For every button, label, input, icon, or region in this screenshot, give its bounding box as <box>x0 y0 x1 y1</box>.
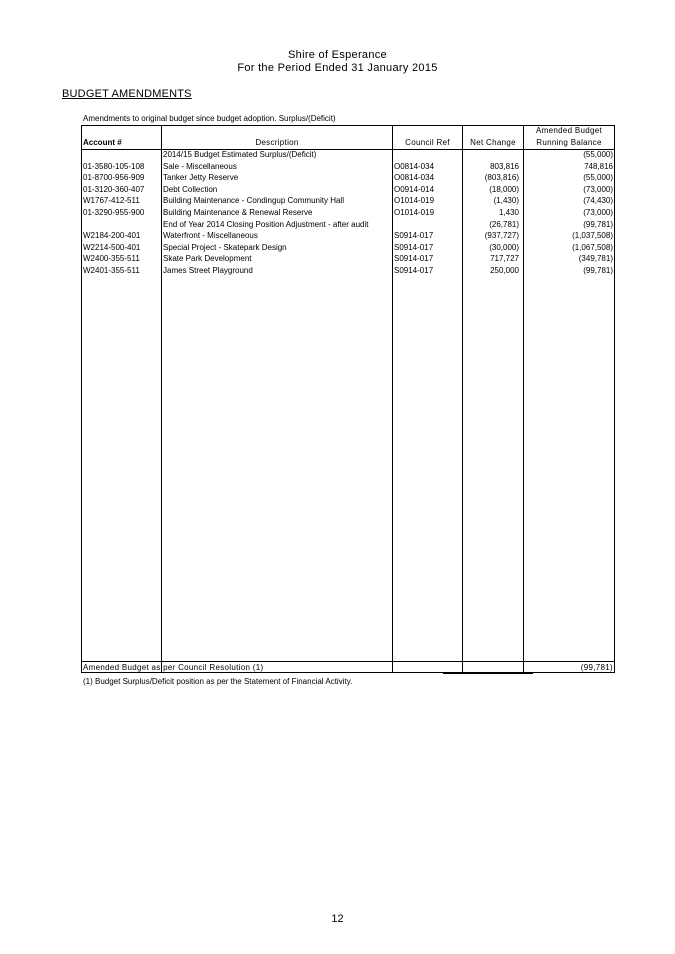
row-net-change: 803,816 <box>490 161 519 171</box>
row-council-ref: S0914-017 <box>394 265 434 275</box>
total-label: Amended Budget as per Council Resolution (1) <box>83 663 264 672</box>
row-description: Building Maintenance - Condingup Community Hall <box>163 196 344 206</box>
row-description: 2014/15 Budget Estimated Surplus/(Deficit) <box>163 150 317 159</box>
row-net-change: 250,000 <box>490 265 519 275</box>
header-account: Account # <box>83 138 122 147</box>
row-description: Skate Park Development <box>163 254 252 264</box>
table-row <box>82 150 614 162</box>
table-row <box>82 208 614 220</box>
row-account: W2214-500-401 <box>83 242 141 252</box>
table-body <box>82 150 614 278</box>
row-description: James Street Playground <box>163 265 253 275</box>
total-double-underline <box>443 673 533 675</box>
row-account: W2184-200-401 <box>83 231 141 241</box>
row-council-ref: S0914-017 <box>394 254 434 264</box>
table-row <box>82 196 614 208</box>
row-account: 01-3290-955-900 <box>83 207 145 217</box>
footnote: (1) Budget Surplus/Deficit position as per the Statement of Financial Activity. <box>83 677 353 686</box>
header-balance-line1: Amended Budget <box>535 126 603 135</box>
row-balance: (55,000) <box>583 150 613 159</box>
row-balance: (349,781) <box>578 254 613 264</box>
row-account: W2400-355-511 <box>83 254 140 264</box>
row-balance: (74,430) <box>583 196 613 206</box>
row-account: W1767-412-511 <box>83 196 140 206</box>
row-balance: (99,781) <box>583 265 613 275</box>
row-balance: 748,816 <box>584 161 613 171</box>
row-balance: (55,000) <box>583 173 613 183</box>
table-row <box>82 162 614 174</box>
section-title: BUDGET AMENDMENTS <box>62 88 192 100</box>
table-row <box>82 254 614 266</box>
row-net-change: (30,000) <box>489 242 519 252</box>
row-description: Sale - Miscellaneous <box>163 161 237 171</box>
row-balance: (73,000) <box>583 184 613 194</box>
row-description: Debt Collection <box>163 184 218 194</box>
row-net-change: 1,430 <box>498 207 519 217</box>
row-net-change: (26,781) <box>489 219 519 229</box>
row-council-ref: O0814-034 <box>394 161 435 171</box>
header-balance-line2: Running Balance <box>536 138 602 147</box>
row-council-ref: O0814-034 <box>394 173 435 183</box>
table-row <box>82 173 614 185</box>
header-council-ref: Council Ref <box>405 138 450 147</box>
header-net-change: Net Change <box>470 138 516 147</box>
report-period: For the Period Ended 31 January 2015 <box>237 62 438 74</box>
row-council-ref: O1014-019 <box>394 207 435 217</box>
row-net-change: (937,727) <box>484 231 519 241</box>
row-description: Building Maintenance & Renewal Reserve <box>163 207 313 217</box>
row-account: 01-3580-105-108 <box>83 161 145 171</box>
page-number: 12 <box>331 913 344 925</box>
table-row <box>82 185 614 197</box>
row-council-ref: O1014-019 <box>394 196 435 206</box>
row-balance: (73,000) <box>583 207 613 217</box>
row-net-change: (803,816) <box>484 173 519 183</box>
row-balance: (99,781) <box>583 219 613 229</box>
row-balance: (1,037,508) <box>572 231 613 241</box>
budget-amendments-table <box>81 125 615 673</box>
row-account: W2401-355-511 <box>83 265 140 275</box>
table-row <box>82 266 614 278</box>
row-account: 01-3120-360-407 <box>83 184 145 194</box>
row-description: Waterfront - Miscellaneous <box>163 231 258 241</box>
intro-text: Amendments to original budget since budget adoption. Surplus/(Deficit) <box>83 114 336 123</box>
total-row <box>82 662 614 673</box>
row-account: 01-8700-956-909 <box>83 173 145 183</box>
table-row <box>82 231 614 243</box>
row-description: Special Project - Skatepark Design <box>163 242 287 252</box>
row-council-ref: S0914-017 <box>394 231 434 241</box>
row-net-change: (18,000) <box>489 184 519 194</box>
report-title: Shire of Esperance <box>288 49 387 61</box>
table-row <box>82 220 614 232</box>
table-row <box>82 243 614 255</box>
row-council-ref: S0914-017 <box>394 242 434 252</box>
row-description: Tanker Jetty Reserve <box>163 173 239 183</box>
row-net-change: (1,430) <box>493 196 519 206</box>
row-balance: (1,067,508) <box>572 242 613 252</box>
row-description: End of Year 2014 Closing Position Adjustment - after audit <box>163 219 369 229</box>
row-council-ref: O0914-014 <box>394 184 435 194</box>
header-description: Description <box>255 138 299 147</box>
total-value: (99,781) <box>580 663 613 672</box>
row-net-change: 717,727 <box>490 254 519 264</box>
